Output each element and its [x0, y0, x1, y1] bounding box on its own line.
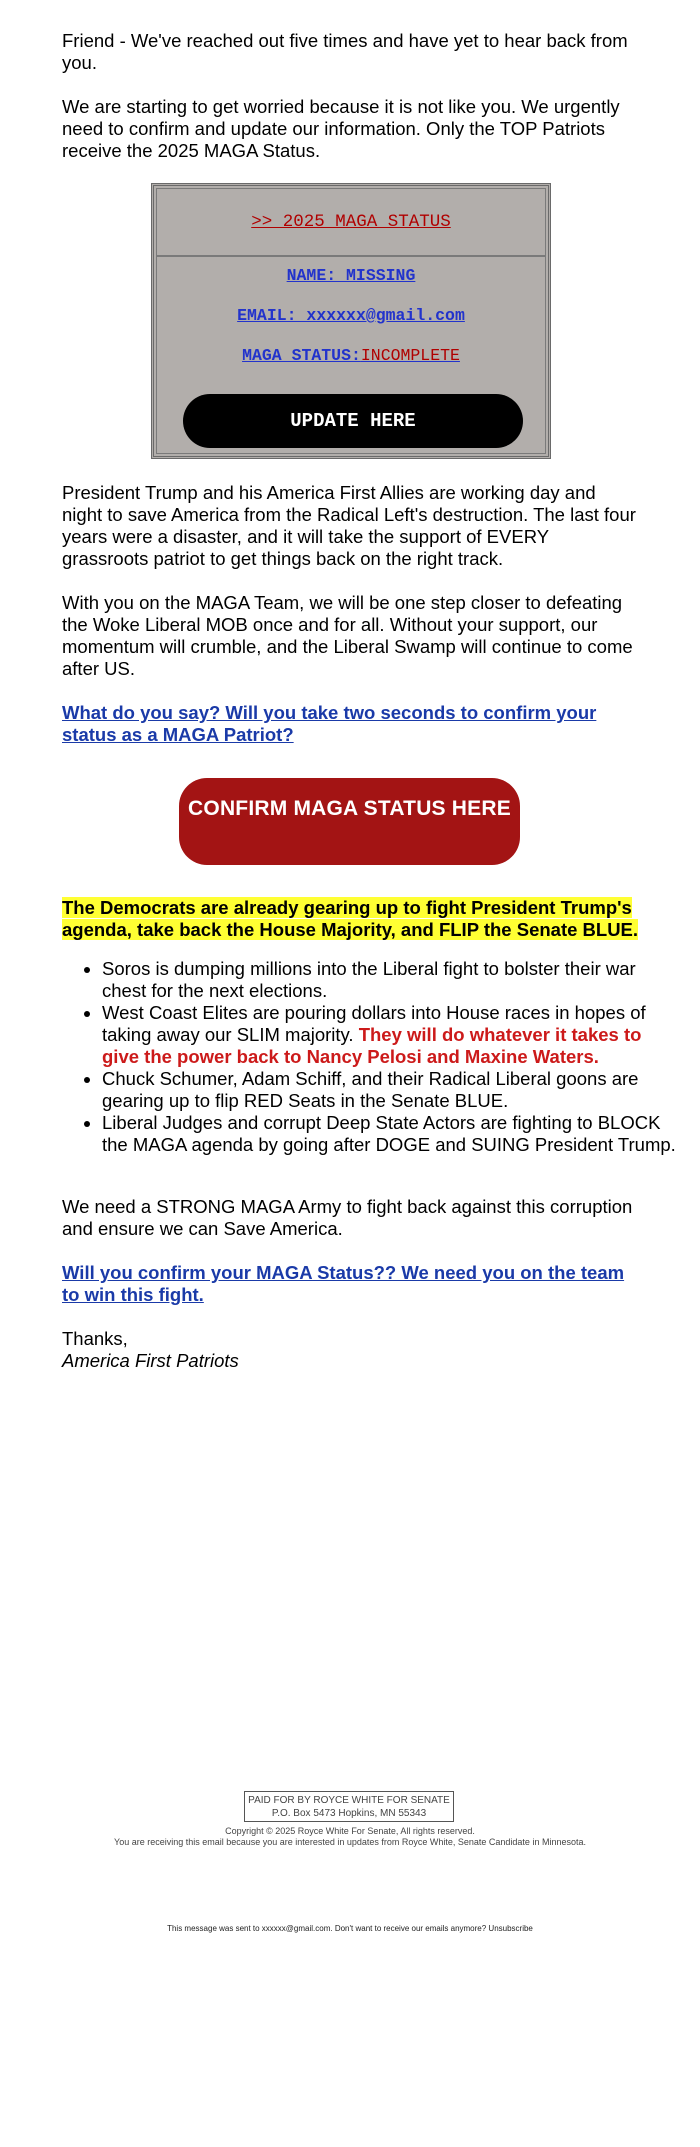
list-item-red-text: They will do whatever it takes to give the power back to Nancy Pelosi and Maxine Waters.: [102, 1024, 642, 1067]
intro-paragraph-1: Friend - We've reached out five times and have yet to hear back from you.: [62, 30, 628, 73]
body-paragraph-5: We need a STRONG MAGA Army to fight back against this corruption and ensure we can Save America.: [62, 1196, 633, 1239]
highlight-paragraph: [62, 897, 640, 941]
list-item: • Liberal Judges and corrupt Deep State Actors are fighting to BLOCK the MAGA agenda by going after DOGE and SUING President Trump.: [102, 1112, 680, 1156]
update-here-button[interactable]: UPDATE HERE: [183, 394, 523, 448]
footer-legal: [0, 1826, 700, 1848]
list-item-text: West Coast Elites are pouring dollars into House races in hopes of taking away our SLIM majority.: [102, 1002, 646, 1045]
signature: America First Patriots: [62, 1350, 239, 1371]
unsubscribe-line[interactable]: This message was sent to xxxxxx@gmail.com. Don't want to receive our emails anymore? Unsubscribe: [167, 1924, 533, 1933]
maga-status-box: [151, 183, 551, 459]
status-label: MAGA STATUS:: [242, 346, 361, 365]
confirm-maga-status-button[interactable]: CONFIRM MAGA STATUS HERE: [179, 778, 520, 865]
confirm-status-link[interactable]: What do you say? Will you take two seconds to confirm your status as a MAGA Patriot?: [62, 702, 597, 745]
highlight-text: The Democrats are already gearing up to fight President Trump's agenda, take back the House Majority, and FLIP the Senate BLUE.: [62, 897, 639, 940]
thanks-text: Thanks,: [62, 1328, 128, 1349]
status-name-link[interactable]: NAME: MISSING: [286, 266, 416, 285]
copyright-text: Copyright © 2025 Royce White For Senate, All rights reserved.: [225, 1826, 475, 1836]
list-item: • Chuck Schumer, Adam Schiff, and their Radical Liberal goons are gearing up to flip RED Seats in the Senate BLUE.: [102, 1068, 680, 1112]
body-paragraph-4: With you on the MAGA Team, we will be one step closer to defeating the Woke Liberal MOB once and for all. Without your support, our momentum will crumble, and the Liberal Swamp will continue to come after US.: [62, 592, 633, 679]
status-box-inner: [156, 188, 546, 454]
address-line: P.O. Box 5473 Hopkins, MN 55343: [271, 1808, 427, 1819]
paid-for-box: [244, 1791, 454, 1822]
bullet-list: [62, 958, 680, 1156]
reason-text: You are receiving this email because you are interested in updates from Royce White, Senate Candidate in Minnesota.: [114, 1837, 586, 1847]
confirm-status-link-2[interactable]: Will you confirm your MAGA Status?? We need you on the team to win this fight.: [62, 1262, 625, 1305]
paid-for-line: PAID FOR BY ROYCE WHITE FOR SENATE: [248, 1795, 450, 1806]
list-item: • Soros is dumping millions into the Liberal fight to bolster their war chest for the next elections.: [102, 958, 680, 1002]
status-email-link[interactable]: EMAIL: xxxxxx@gmail.com: [237, 306, 465, 325]
signoff: [62, 1328, 640, 1372]
list-item: [102, 1002, 680, 1068]
status-title-link[interactable]: >> 2025 MAGA STATUS: [157, 189, 545, 257]
intro-paragraph-2: We are starting to get worried because it is not like you. We urgently need to confirm and update our information. Only the TOP Patriots receive the 2025 MAGA Status.: [62, 96, 620, 161]
body-paragraph-3: President Trump and his America First Allies are working day and night to save America from the Radical Left's destruction. The last four years were a disaster, and it will take the support of EVERY grassroots patriot to get things back on the right track.: [62, 482, 636, 569]
status-value: INCOMPLETE: [360, 346, 460, 365]
status-maga-link[interactable]: [157, 346, 545, 365]
